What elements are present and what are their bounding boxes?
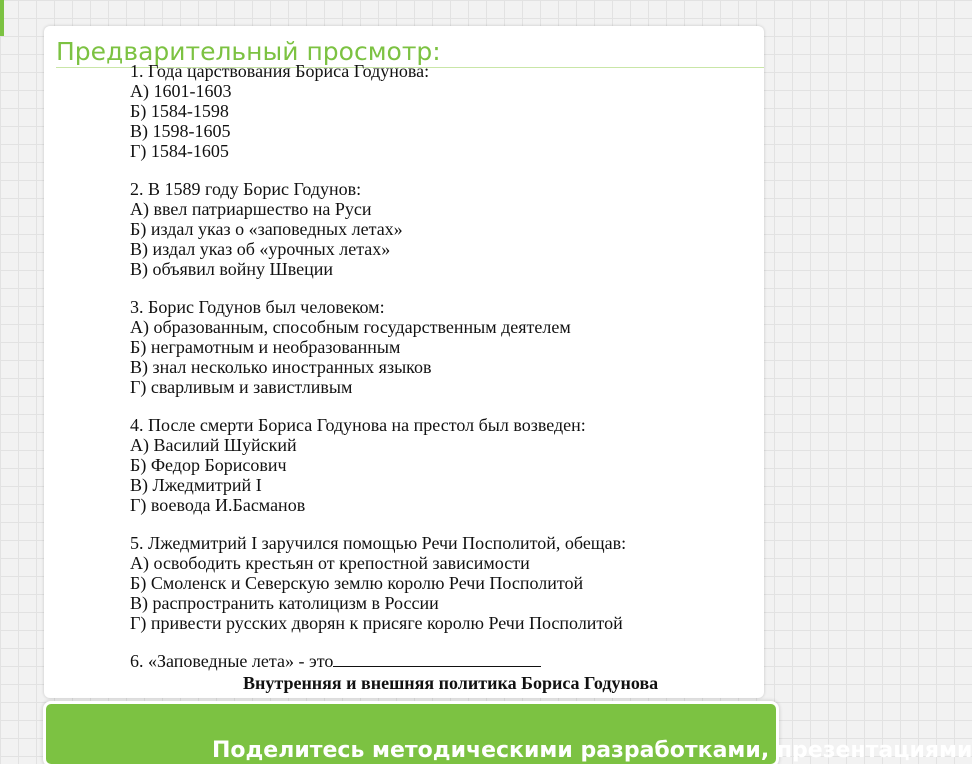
side-tab[interactable] <box>0 0 4 36</box>
answer-option: В) распространить католицизм в России <box>130 593 439 613</box>
document-content <box>130 61 658 693</box>
answer-option: Г) 1584-1605 <box>130 141 229 161</box>
answer-option: А) ввел патриаршество на Руси <box>130 199 372 219</box>
question-stem: 3. Борис Годунов был человеком: <box>130 297 385 317</box>
answer-option: А) освободить крестьян от крепостной зависимости <box>130 553 530 573</box>
answer-option: Г) сварливым и завистливым <box>130 377 353 397</box>
answer-option: Б) 1584-1598 <box>130 101 229 121</box>
answer-option: В) Лжедмитрий I <box>130 475 262 495</box>
question-6-line <box>130 651 658 671</box>
answer-option: В) знал несколько иностранных языков <box>130 357 432 377</box>
document-viewport[interactable] <box>44 61 764 693</box>
answer-option: Б) неграмотным и необразованным <box>130 337 401 357</box>
question-4 <box>130 415 658 515</box>
section-heading: Внутренняя и внешняя политика Бориса Годунова <box>243 673 659 693</box>
answer-option: Г) привести русских дворян к присяге королю Речи Посполитой <box>130 613 623 633</box>
question-6 <box>130 651 658 671</box>
question-stem: 5. Лжедмитрий I заручился помощью Речи Посполитой, обещав: <box>130 533 627 553</box>
share-banner[interactable] <box>46 704 972 764</box>
answer-option: Г) воевода И.Басманов <box>130 495 306 515</box>
question-1 <box>130 61 658 161</box>
answer-option: В) объявил войну Швеции <box>130 259 333 279</box>
question-2 <box>130 179 658 279</box>
answer-option: А) образованным, способным государственным деятелем <box>130 317 571 337</box>
question-5 <box>130 533 658 633</box>
answer-option: А) 1601-1603 <box>130 81 232 101</box>
preview-title: Предварительный просмотр: <box>56 37 441 66</box>
question-3 <box>130 297 658 397</box>
answer-option: Б) издал указ о «заповедных летах» <box>130 219 403 239</box>
question-stem: 6. «Заповедные лета» - это <box>130 651 334 671</box>
question-stem: 2. В 1589 году Борис Годунов: <box>130 179 362 199</box>
answer-blank <box>333 652 541 667</box>
question-stem: 1. Года царствования Бориса Годунова: <box>130 61 430 81</box>
share-banner-text: Поделитесь методическими разработками, презентациями <box>212 738 972 763</box>
answer-option: В) издал указ об «урочных летах» <box>130 239 391 259</box>
answer-option: А) Василий Шуйский <box>130 435 297 455</box>
answer-option: В) 1598-1605 <box>130 121 231 141</box>
answer-option: Б) Федор Борисович <box>130 455 287 475</box>
answer-option: Б) Смоленск и Северскую землю королю Речи Посполитой <box>130 573 584 593</box>
question-stem: 4. После смерти Бориса Годунова на престол был возведен: <box>130 415 586 435</box>
preview-panel <box>44 26 764 698</box>
